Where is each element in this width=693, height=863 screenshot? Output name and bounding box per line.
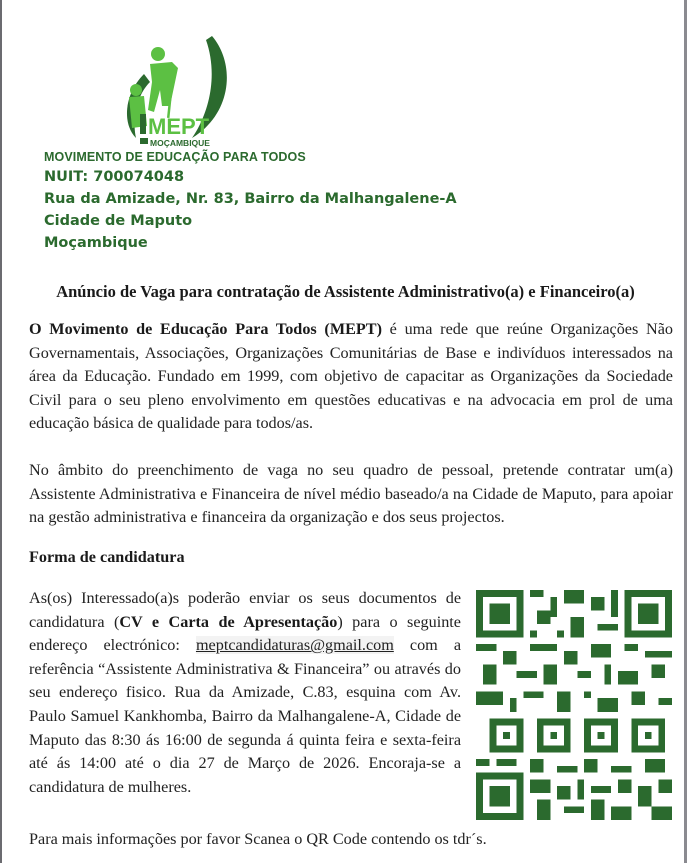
email-link[interactable]: meptcandidaturas@gmail.com <box>195 636 394 655</box>
org-name: MOVIMENTO DE EDUCAÇÃO PARA TODOS <box>44 150 306 164</box>
application-text-1: As(os) Interessado(a)s poderão enviar os seus documentos de candidatura ( <box>29 589 461 631</box>
address-line: Rua da Amizade, Nr. 83, Bairro da Malhangalene-A <box>44 191 457 207</box>
contact-block <box>44 166 457 254</box>
intro-text: é uma rede que reúne Organizações Não Governamentais, Associações, Organizações Comunitárias de Base e indivíduos interessados na área da Educação. Fundado em 1999, com objetivo de capacitar as Organizações da Sociedade Civil para o seu pleno envolvimento em questões educativas e na advocacia em prol de uma educação básica de qualidade para todos/as. <box>29 320 673 432</box>
mept-logo-icon <box>114 34 234 152</box>
required-docs: CV e Carta de Apresentação <box>119 612 338 631</box>
country: Moçambique <box>44 235 148 251</box>
nuit: NUIT: 700074048 <box>44 169 185 185</box>
intro-paragraph <box>29 318 673 436</box>
qr-code-icon[interactable] <box>476 590 672 820</box>
application-paragraph <box>29 587 461 799</box>
intro-bold-lead: O Movimento de Educação Para Todos (MEPT) <box>29 320 382 338</box>
footer-note: Para mais informações por favor Scanea o QR Code contendo os tdr´s. <box>29 830 487 848</box>
announcement-title: Anúncio de Vaga para contratação de Assistente Administrativo(a) e Financeiro(a) <box>56 282 635 301</box>
city: Cidade de Maputo <box>44 213 193 229</box>
svg-text:MEPT: MEPT <box>148 114 210 139</box>
application-heading: Forma de candidatura <box>29 548 185 566</box>
application-text-3: com a referência “Assistente Administrativa & Financeira” ou através do seu endereço fisico. Rua da Amizade, C.83, esquina com Av. Paulo Samuel Kankhomba, Bairro da Malhangalene-A, Cidade de Maputo das 8:30 ás 16:00 de segunda á quinta feira e sexta-feira até ás 14:00 até o dia 27 de Março de 2026. Encoraja-se a candidatura de mulheres. <box>29 636 461 796</box>
application-text-2: ) para o seguinte endereço electrónico: <box>29 612 461 655</box>
svg-text:MOÇAMBIQUE: MOÇAMBIQUE <box>150 138 210 148</box>
scope-paragraph: No âmbito do preenchimento de vaga no seu quadro de pessoal, pretende contratar um(a) Assistente Administrativa e Financeira de nível médio baseado/a na Cidade de Maputo, para apoiar na gestão administrativa e financeira da organização e dos seus projectos. <box>29 461 673 526</box>
